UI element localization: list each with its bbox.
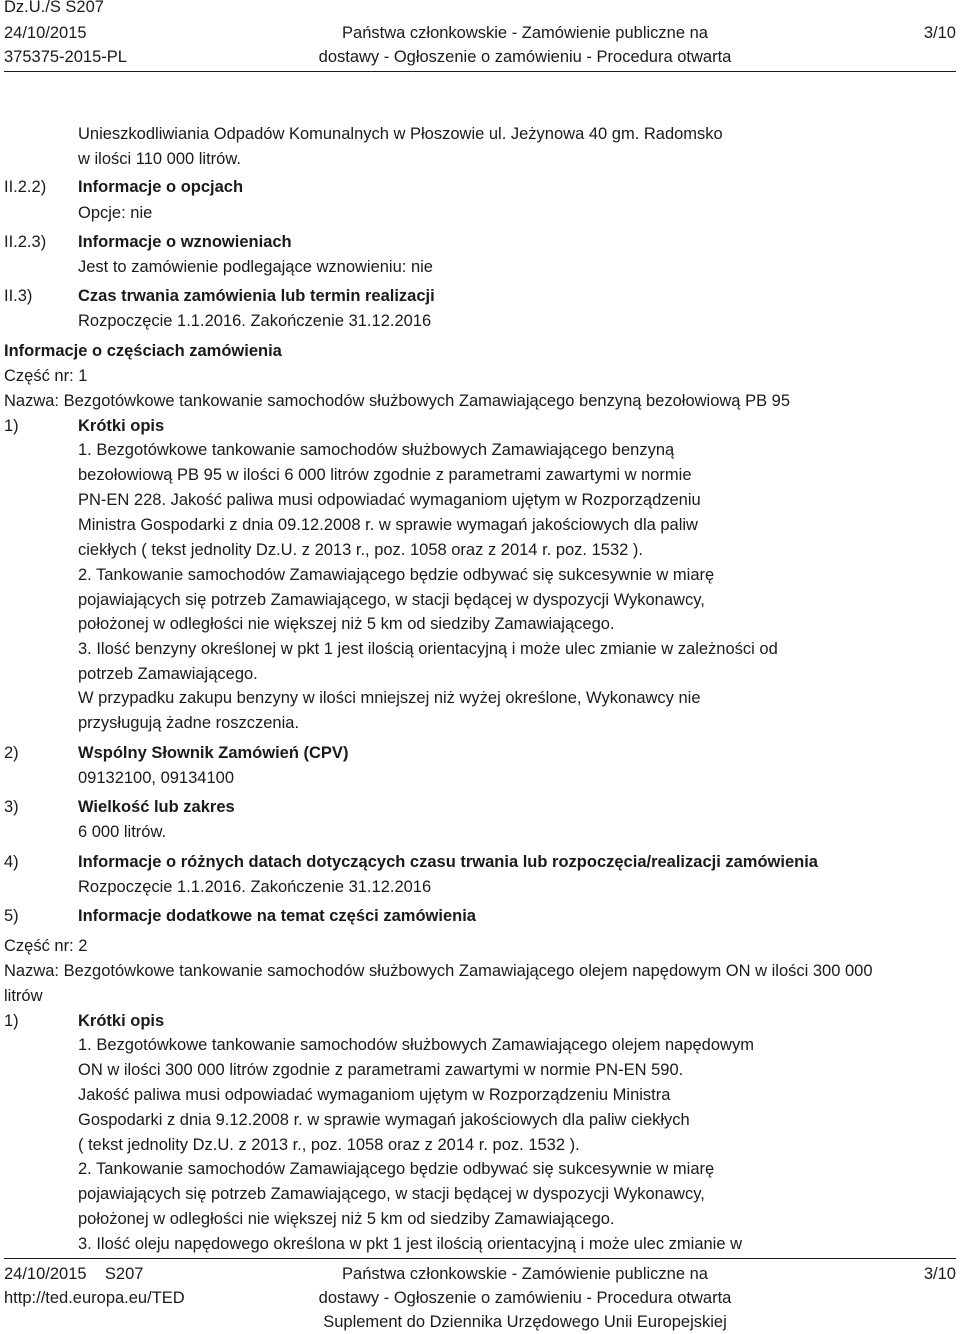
description-line: 1. Bezgotówkowe tankowanie samochodów służbowych Zamawiającego olejem napędowym [78,1036,754,1054]
item-number: 1) [4,417,19,435]
item-number: 5) [4,907,19,925]
continuation-line1: Unieszkodliwiania Odpadów Komunalnych w Płoszowie ul. Jeżynowa 40 gm. Radomsko [78,125,723,143]
continuation-line2: w ilości 110 000 litrów. [78,150,241,168]
part-number: Część nr: 1 [4,367,88,385]
description-line: położonej w odległości nie większej niż 5 km od siedziby Zamawiającego. [78,1210,615,1228]
footer-title-line2: dostawy - Ogłoszenie o zamówieniu - Procedura otwarta [318,1289,732,1307]
section-number: II.3) [4,287,33,305]
cpv-codes: 09132100, 09134100 [78,769,234,787]
section-text: Rozpoczęcie 1.1.2016. Zakończenie 31.12.2016 [78,312,432,330]
description-line: 2. Tankowanie samochodów Zamawiającego będzie odbywać się sukcesywnie w miarę [78,566,715,584]
part-name: Nazwa: Bezgotówkowe tankowanie samochodów służbowych Zamawiającego benzyną bezołowiową PB 95 [4,392,791,410]
item-heading: Wielkość lub zakres [78,798,235,816]
description-line: ( tekst jednolity Dz.U. z 2013 r., poz. 1058 oraz z 2014 r. poz. 1532 ). [78,1136,580,1154]
item-heading: Informacje dodatkowe na temat części zamówienia [78,907,476,925]
section-number: II.2.3) [4,233,47,251]
item-number: 1) [4,1012,19,1030]
part-name: Nazwa: Bezgotówkowe tankowanie samochodów służbowych Zamawiającego olejem napędowym ON w ilości 300 000 [4,962,873,980]
parts-heading: Informacje o częściach zamówienia [4,342,282,360]
section-text: Opcje: nie [78,204,153,222]
description-line: 3. Ilość oleju napędowego określona w pkt 1 jest ilością orientacyjną i może ulec zmianie w [78,1235,743,1253]
description-line: 3. Ilość benzyny określonej w pkt 1 jest ilością orientacyjną i może ulec zmianie w zależności od [78,640,778,658]
footer-title-line1: Państwa członkowskie - Zamówienie publiczne na [342,1265,708,1283]
item-heading: Krótki opis [78,1012,165,1030]
header-title-line1: Państwa członkowskie - Zamówienie publiczne na [342,24,708,42]
description-line: Jakość paliwa musi odpowiadać wymaganiom ujętym w Rozporządzeniu Ministra [78,1086,671,1104]
part-name-cont: litrów [4,987,43,1005]
header-doc-id: Dz.U./S S207 [4,0,104,16]
description-line: pojawiających się potrzeb Zamawiającego, w stacji będącej w dyspozycji Wykonawcy, [78,591,705,609]
footer-date: 24/10/2015 S207 [4,1265,144,1283]
quantity-text: 6 000 litrów. [78,823,167,841]
description-line: Gospodarki z dnia 9.12.2008 r. w sprawie wymagań jakościowych dla paliw ciekłych [78,1111,690,1129]
item-heading: Wspólny Słownik Zamówień (CPV) [78,744,349,762]
description-line: 1. Bezgotówkowe tankowanie samochodów służbowych Zamawiającego benzyną [78,441,675,459]
dates-text: Rozpoczęcie 1.1.2016. Zakończenie 31.12.2016 [78,878,432,896]
item-number: 3) [4,798,19,816]
description-line: potrzeb Zamawiającego. [78,665,258,683]
description-line: PN-EN 228. Jakość paliwa musi odpowiadać wymaganiom ujętym w Rozporządzeniu [78,491,701,509]
description-line: 2. Tankowanie samochodów Zamawiającego będzie odbywać się sukcesywnie w miarę [78,1160,715,1178]
item-heading: Krótki opis [78,417,165,435]
header-date: 24/10/2015 [4,24,87,42]
section-text: Jest to zamówienie podlegające wznowieniu: nie [78,258,433,276]
header-ref: 375375-2015-PL [4,48,127,66]
item-number: 2) [4,744,19,762]
header-page: 3/10 [923,24,956,42]
section-heading: Informacje o opcjach [78,178,244,196]
section-heading: Czas trwania zamówienia lub termin realizacji [78,287,435,305]
description-line: W przypadku zakupu benzyny w ilości mniejszej niż wyżej określone, Wykonawcy nie [78,689,701,707]
section-heading: Informacje o wznowieniach [78,233,292,251]
description-line: bezołowiową PB 95 w ilości 6 000 litrów zgodnie z parametrami zawartymi w normie [78,466,692,484]
footer-page: 3/10 [923,1265,956,1283]
item-heading: Informacje o różnych datach dotyczących czasu trwania lub rozpoczęcia/realizacji zamówienia [78,853,818,871]
description-line: ciekłych ( tekst jednolity Dz.U. z 2013 r., poz. 1058 oraz z 2014 r. poz. 1532 ). [78,541,643,559]
description-line: Ministra Gospodarki z dnia 09.12.2008 r. w sprawie wymagań jakościowych dla paliw [78,516,698,534]
part-number: Część nr: 2 [4,937,88,955]
item-number: 4) [4,853,19,871]
section-number: II.2.2) [4,178,47,196]
header-title-line2: dostawy - Ogłoszenie o zamówieniu - Procedura otwarta [318,48,732,66]
description-line: przysługują żadne roszczenia. [78,714,300,732]
description-line: pojawiających się potrzeb Zamawiającego, w stacji będącej w dyspozycji Wykonawcy, [78,1185,705,1203]
footer-divider [4,1258,956,1259]
footer-url: http://ted.europa.eu/TED [4,1289,185,1307]
header-divider [4,71,956,72]
description-line: ON w ilości 300 000 litrów zgodnie z parametrami zawartymi w normie PN-EN 590. [78,1061,684,1079]
footer-title-line3: Suplement do Dziennika Urzędowego Unii Europejskiej [323,1313,727,1331]
description-line: położonej w odległości nie większej niż 5 km od siedziby Zamawiającego. [78,615,615,633]
